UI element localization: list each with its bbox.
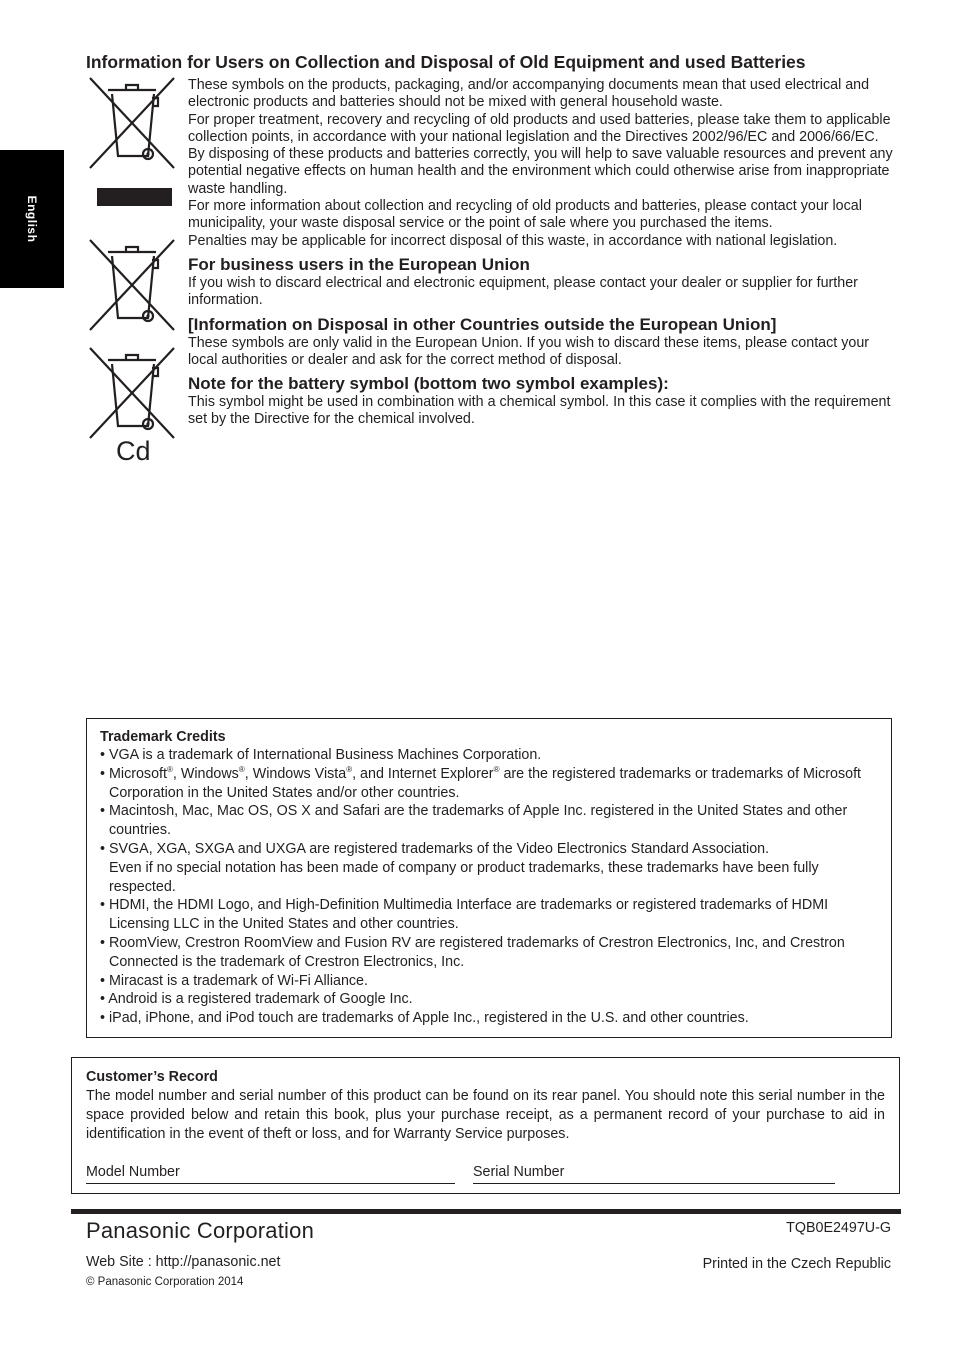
copyright: © Panasonic Corporation 2014: [86, 1276, 244, 1288]
list-item: • iPad, iPhone, and iPod touch are trademarks of Apple Inc., registered in the U.S. and other countries.: [100, 1009, 877, 1028]
list-item: • Microsoft®, Windows®, Windows Vista®, and Internet Explorer® are the registered trademarks or trademarks of Microsoft Corporation in the United States and/or other countries.: [100, 765, 877, 803]
list-item: • SVGA, XGA, SXGA and UXGA are registered trademarks of the Video Electronics Standard Association. Even if no special notation has been made of company or product trademarks, these trademarks have been fully respected.: [100, 840, 877, 896]
footer-divider: [71, 1209, 901, 1214]
separate-collection-bar: [97, 188, 172, 206]
language-tab-label: English: [25, 195, 39, 243]
model-number-field[interactable]: [86, 1163, 455, 1184]
list-item: • RoomView, Crestron RoomView and Fusion RV are registered trademarks of Crestron Electronics, Inc, and Crestron Connected is the trademark of Crestron Electronics, Inc.: [100, 934, 877, 972]
list-item: • HDMI, the HDMI Logo, and High-Definition Multimedia Interface are trademarks or registered trademarks of HDMI Licensing LLC in the United States and other countries.: [100, 896, 877, 934]
disposal-paragraph: For more information about collection and recycling of old products and batteries, please contact your local municipality, your waste disposal service or the point of sale where you purchased the items.: [188, 198, 862, 232]
disposal-paragraph: These symbols on the products, packaging, and/or accompanying documents mean that used electrical and electronic products and batteries should not be mixed with general household waste.: [188, 77, 870, 111]
serial-number-field[interactable]: [473, 1163, 835, 1184]
model-number-label: Model Number: [86, 1164, 180, 1180]
crossed-out-wheelie-bin-icon: [86, 344, 178, 444]
customer-record-text: The model number and serial number of this product can be found on its rear panel. You should note this serial number in the space provided below and retain this book, plus your purchase receipt, as a permanent record of your purchase to aid in identification in the event of theft or loss, and for Warranty Service purposes.: [86, 1088, 885, 1142]
crossed-out-wheelie-bin-icon: [86, 236, 178, 336]
list-item: • Android is a registered trademark of Google Inc.: [100, 990, 877, 1009]
battery-text: This symbol might be used in combination with a chemical symbol. In this case it complies with the requirement set by the Directive for the chemical involved.: [188, 394, 891, 428]
customer-record-title: Customer’s Record: [86, 1069, 218, 1085]
corporation-logo: Panasonic Corporation: [86, 1218, 315, 1243]
crossed-out-wheelie-bin-icon: [86, 74, 178, 174]
outside-eu-text: These symbols are only valid in the European Union. If you wish to discard these items, please contact your local authorities or dealer and ask for the correct method of disposal.: [188, 334, 870, 368]
battery-heading: Note for the battery symbol (bottom two symbol examples):: [188, 374, 669, 394]
disposal-paragraph: By disposing of these products and batteries correctly, you will help to save valuable resources and prevent any potential negative effects on human health and the environment which could otherwise arise from inappropriate waste handling.: [188, 146, 893, 197]
list-item: • VGA is a trademark of International Business Machines Corporation.: [100, 746, 877, 765]
list-item: • Miracast is a trademark of Wi-Fi Alliance.: [100, 972, 877, 991]
business-heading: For business users in the European Union: [188, 254, 530, 274]
disposal-paragraph: For proper treatment, recovery and recycling of old products and used batteries, please take them to applicable collection points, in accordance with your national legislation and the Directives 2002/96/EC and 2006/66/EC.: [188, 111, 891, 145]
language-tab: [0, 150, 64, 288]
model-code: TQB0E2497U-G: [786, 1220, 891, 1236]
outside-eu-heading: [Information on Disposal in other Countries outside the European Union]: [188, 314, 777, 334]
trademark-credits-box: [86, 718, 892, 1038]
customer-record-box: [71, 1057, 900, 1194]
list-item: • Macintosh, Mac, Mac OS, OS X and Safari are the trademarks of Apple Inc. registered in the United States and other countries.: [100, 802, 877, 840]
disposal-body: [188, 77, 894, 429]
disposal-title: Information for Users on Collection and Disposal of Old Equipment and used Batteries: [86, 52, 806, 72]
disposal-paragraph: Penalties may be applicable for incorrect disposal of this waste, in accordance with national legislation.: [188, 232, 838, 249]
trademark-credits-title: Trademark Credits: [100, 729, 226, 745]
business-text: If you wish to discard electrical and electronic equipment, please contact your dealer or supplier for further information.: [188, 274, 858, 309]
serial-number-label: Serial Number: [473, 1164, 565, 1180]
trademark-list: [100, 746, 877, 1028]
printed-in: Printed in the Czech Republic: [702, 1256, 891, 1272]
website: Web Site : http://panasonic.net: [86, 1254, 281, 1270]
chemical-symbol: Cd: [116, 436, 151, 466]
